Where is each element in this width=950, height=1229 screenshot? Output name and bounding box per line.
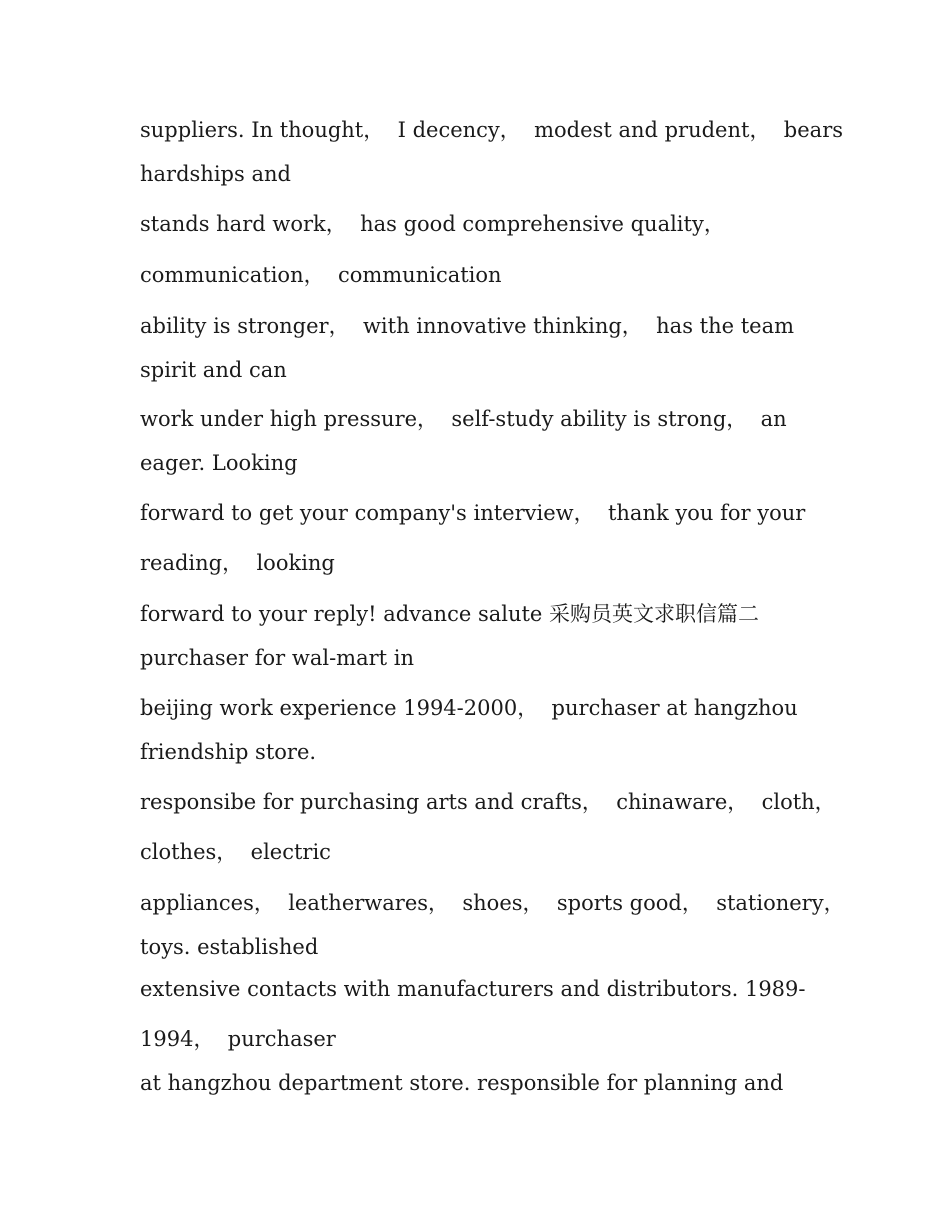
- text-line: beijing work experience 1994-2000， purchaser at hangzhou: [140, 696, 798, 720]
- text-line: communication， communication: [140, 263, 502, 287]
- text-line: 1994， purchaser: [140, 1027, 336, 1051]
- text-line: hardships and: [140, 162, 291, 186]
- text-line: forward to your reply! advance salute 采购员英文求职信篇二: [140, 602, 760, 626]
- text-line: friendship store.: [140, 740, 317, 764]
- text-line: reading， looking: [140, 551, 335, 575]
- text-line: clothes， electric: [140, 840, 331, 864]
- text-line: spirit and can: [140, 358, 287, 382]
- text-line: extensive contacts with manufacturers and distributors. 1989-: [140, 977, 806, 1001]
- text-line: responsibe for purchasing arts and crafts， chinaware， cloth，: [140, 790, 836, 814]
- text-line: appliances， leatherwares， shoes， sports good， stationery，: [140, 891, 845, 915]
- text-line: purchaser for wal-mart in: [140, 646, 414, 670]
- text-line: suppliers. In thought， I decency， modest and prudent， bears: [140, 118, 844, 142]
- text-line: work under high pressure， self-study ability is strong， an: [140, 407, 787, 431]
- text-line: at hangzhou department store. responsible for planning and: [140, 1071, 784, 1095]
- text-line: forward to get your company's interview， thank you for your: [140, 501, 806, 525]
- text-line: ability is stronger， with innovative thinking， has the team: [140, 314, 795, 338]
- text-line: eager. Looking: [140, 451, 298, 475]
- text-line: stands hard work， has good comprehensive quality，: [140, 212, 725, 236]
- text-line: toys. established: [140, 935, 319, 959]
